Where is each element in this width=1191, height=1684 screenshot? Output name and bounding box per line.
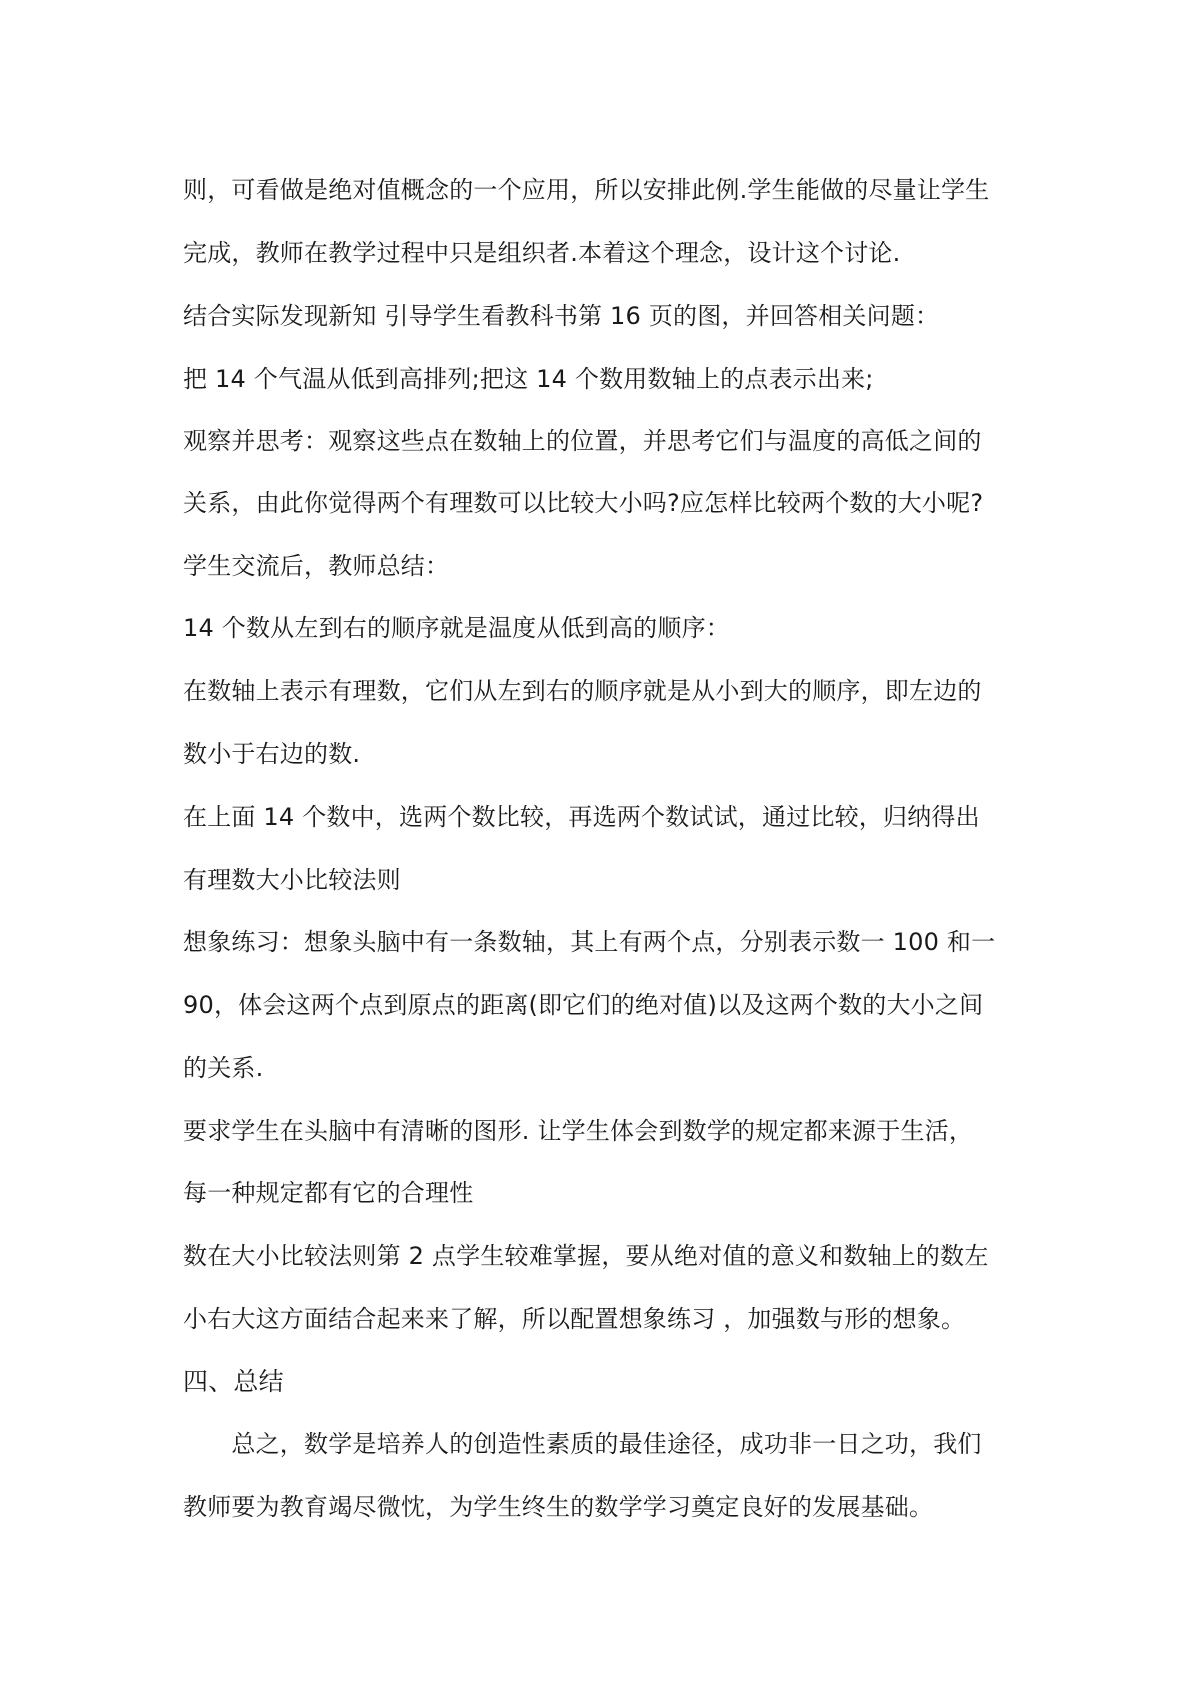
text-line-17: 每一种规定都有它的合理性: [183, 1179, 474, 1207]
text-line-12: 有理数大小比较法则: [183, 866, 401, 894]
text-line-5: 观察并思考：观察这些点在数轴上的位置，并思考它们与温度的高低之间的: [183, 427, 982, 455]
text-line-19: 小右大这方面结合起来来了解，所以配置想象练习 ，加强数与形的想象。: [183, 1305, 966, 1333]
text-line-11: 在上面 14 个数中，选两个数比较，再选两个数试试，通过比较，归纳得出: [183, 803, 980, 831]
text-line-3: 结合实际发现新知 引导学生看教科书第 16 页的图，并回答相关问题：: [183, 302, 940, 330]
text-line-15: 的关系.: [183, 1054, 264, 1082]
text-line-8: 14 个数从左到右的顺序就是温度从低到高的顺序：: [183, 614, 730, 642]
text-line-21: 总之，数学是培养人的创造性素质的最佳途径，成功非一日之功，我们: [183, 1430, 982, 1458]
text-line-1: 则，可看做是绝对值概念的一个应用，所以安排此例.学生能做的尽量让学生: [183, 176, 990, 204]
section-heading: 四、总结: [183, 1367, 284, 1396]
text-line-4: 把 14 个气温从低到高排列;把这 14 个数用数轴上的点表示出来;: [183, 365, 874, 393]
text-line-7: 学生交流后，教师总结：: [183, 552, 450, 580]
text-line-16: 要求学生在头脑中有清晰的图形. 让学生体会到数学的规定都来源于生活，: [183, 1117, 974, 1145]
text-line-10: 数小于右边的数.: [183, 740, 361, 768]
text-line-14: 90，体会这两个点到原点的距离(即它们的绝对值)以及这两个数的大小之间: [183, 991, 984, 1019]
text-line-9: 在数轴上表示有理数，它们从左到右的顺序就是从小到大的顺序，即左边的: [183, 677, 982, 705]
text-line-6: 关系，由此你觉得两个有理数可以比较大小吗?应怎样比较两个数的大小呢?: [183, 489, 984, 517]
text-line-2: 完成，教师在教学过程中只是组织者.本着这个理念，设计这个讨论.: [183, 239, 901, 267]
text-line-22: 教师要为教育竭尽微忱，为学生终生的数学学习奠定良好的发展基础。: [183, 1493, 934, 1521]
text-line-13: 想象练习：想象头脑中有一条数轴，其上有两个点，分别表示数一 100 和一: [183, 928, 996, 956]
text-line-18: 数在大小比较法则第 2 点学生较难掌握，要从绝对值的意义和数轴上的数左: [183, 1242, 989, 1270]
